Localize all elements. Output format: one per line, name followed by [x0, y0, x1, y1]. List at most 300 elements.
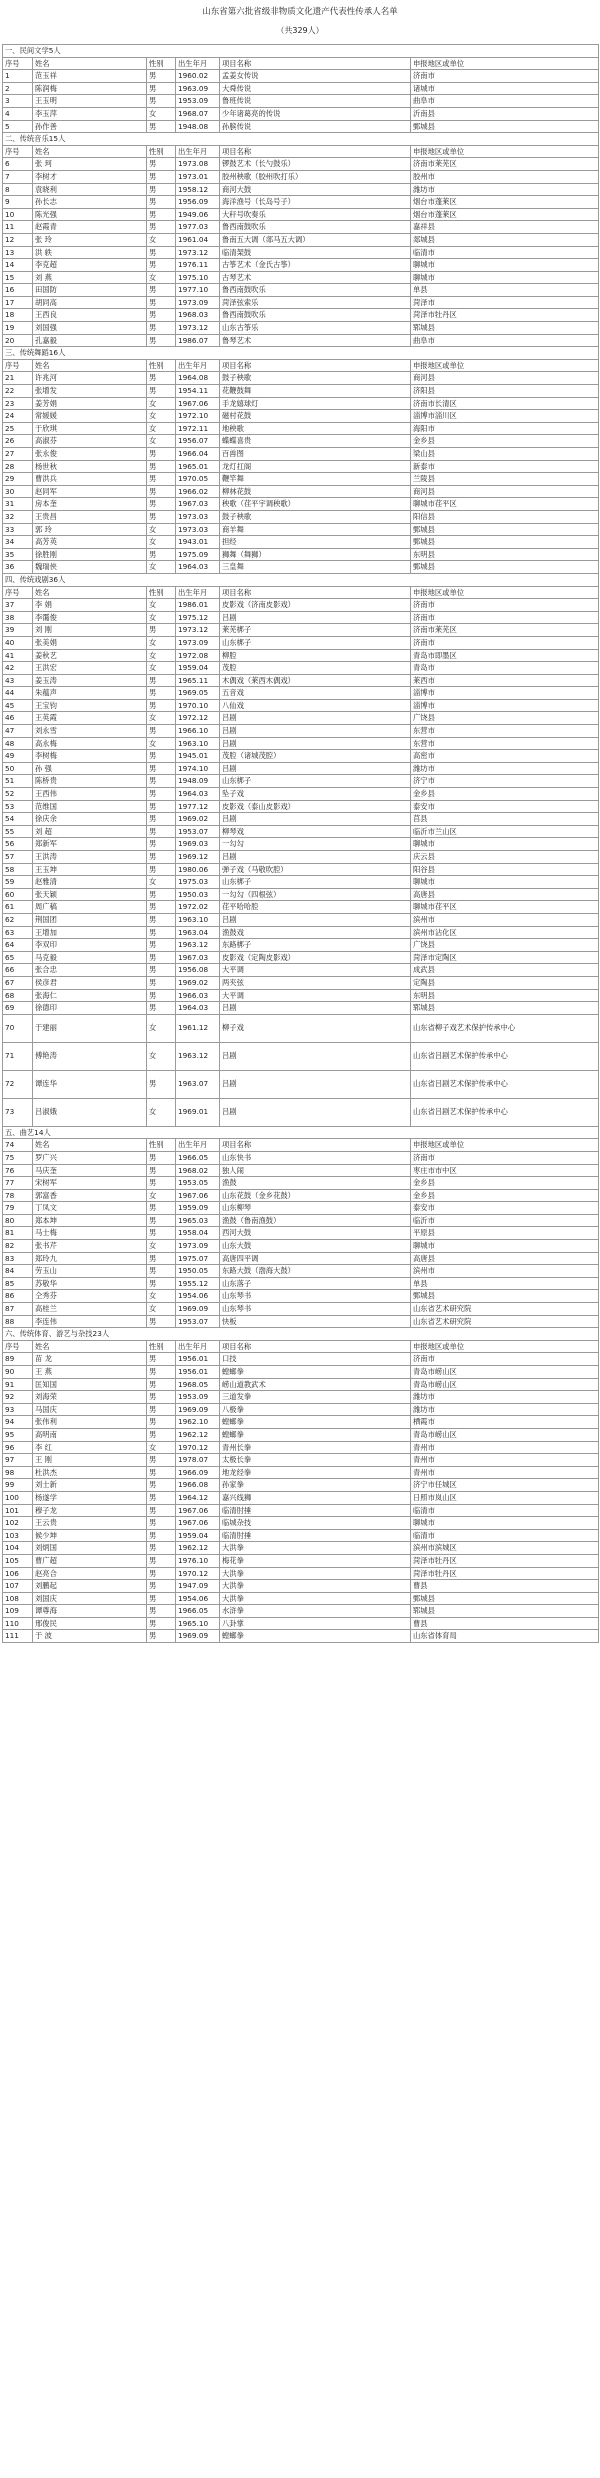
no-cell: 16 [3, 284, 33, 297]
gender-cell: 男 [147, 1177, 176, 1190]
region-cell: 济南市 [411, 611, 599, 624]
no-cell: 99 [3, 1479, 33, 1492]
birth-cell: 1973.12 [176, 246, 220, 259]
gender-cell: 男 [147, 762, 176, 775]
gender-cell: 女 [147, 410, 176, 423]
region-cell: 枣庄市市中区 [411, 1164, 599, 1177]
gender-cell: 女 [147, 435, 176, 448]
table-row [3, 561, 599, 574]
name-cell: 苗 龙 [33, 1353, 147, 1366]
name-cell: 于建丽 [33, 1014, 147, 1042]
no-cell: 17 [3, 296, 33, 309]
project-cell: 吕剧 [220, 762, 411, 775]
project-cell: 八卦掌 [220, 1617, 411, 1630]
project-cell: 临清肘捶 [220, 1504, 411, 1517]
no-cell: 103 [3, 1529, 33, 1542]
header-cell: 申报地区或单位 [411, 359, 599, 372]
no-cell: 25 [3, 422, 33, 435]
region-cell: 曹县 [411, 1617, 599, 1630]
project-cell: 西河大鼓 [220, 1227, 411, 1240]
name-cell: 候少坤 [33, 1529, 147, 1542]
gender-cell: 男 [147, 1353, 176, 1366]
no-cell: 94 [3, 1416, 33, 1429]
region-cell: 栖霞市 [411, 1416, 599, 1429]
birth-cell: 1970.05 [176, 473, 220, 486]
region-cell: 鄄城县 [411, 536, 599, 549]
project-cell: 古筝艺术（金氏古筝） [220, 259, 411, 272]
gender-cell: 男 [147, 473, 176, 486]
birth-cell: 1977.12 [176, 800, 220, 813]
no-cell: 12 [3, 233, 33, 246]
gender-cell: 男 [147, 1592, 176, 1605]
no-cell: 45 [3, 699, 33, 712]
birth-cell: 1973.03 [176, 523, 220, 536]
region-cell: 济南市 [411, 1353, 599, 1366]
header-cell: 出生年月 [176, 145, 220, 158]
no-cell: 44 [3, 687, 33, 700]
no-cell: 77 [3, 1177, 33, 1190]
header-cell: 项目名称 [220, 359, 411, 372]
gender-cell: 女 [147, 1441, 176, 1454]
name-cell: 郑玲九 [33, 1252, 147, 1265]
project-cell: 木偶戏（莱西木偶戏） [220, 674, 411, 687]
no-cell: 100 [3, 1491, 33, 1504]
header-cell: 姓名 [33, 586, 147, 599]
table-row [3, 636, 599, 649]
region-cell: 聊城市 [411, 271, 599, 284]
no-cell: 64 [3, 939, 33, 952]
region-cell: 鄄城县 [411, 1592, 599, 1605]
project-cell: 五音戏 [220, 687, 411, 700]
project-cell: 鲁班传说 [220, 95, 411, 108]
name-cell: 邢俊民 [33, 1617, 147, 1630]
gender-cell: 女 [147, 536, 176, 549]
name-cell: 马国庆 [33, 1403, 147, 1416]
region-cell: 阳信县 [411, 510, 599, 523]
name-cell: 于欣琪 [33, 422, 147, 435]
no-cell: 67 [3, 976, 33, 989]
project-cell: 地龙经拳 [220, 1466, 411, 1479]
birth-cell: 1966.03 [176, 989, 220, 1002]
no-cell: 8 [3, 183, 33, 196]
name-cell: 罗广兴 [33, 1151, 147, 1164]
birth-cell: 1961.04 [176, 233, 220, 246]
region-cell: 滨州市 [411, 913, 599, 926]
gender-cell: 男 [147, 699, 176, 712]
name-cell: 李树才 [33, 170, 147, 183]
table-row [3, 1580, 599, 1593]
gender-cell: 男 [147, 926, 176, 939]
table-row [3, 1630, 599, 1643]
birth-cell: 1986.01 [176, 599, 220, 612]
section-heading-row [3, 1328, 599, 1341]
gender-cell: 男 [147, 1466, 176, 1479]
header-cell: 项目名称 [220, 1340, 411, 1353]
no-cell: 78 [3, 1189, 33, 1202]
birth-cell: 1972.10 [176, 410, 220, 423]
header-cell: 出生年月 [176, 1340, 220, 1353]
header-cell: 性别 [147, 57, 176, 70]
region-cell: 青岛市崂山区 [411, 1378, 599, 1391]
header-row [3, 586, 599, 599]
table-row [3, 397, 599, 410]
header-row [3, 145, 599, 158]
birth-cell: 1956.01 [176, 1353, 220, 1366]
region-cell: 沂南县 [411, 107, 599, 120]
birth-cell: 1960.02 [176, 70, 220, 83]
header-row [3, 359, 599, 372]
region-cell: 滨州市 [411, 1265, 599, 1278]
region-cell: 海阳市 [411, 422, 599, 435]
gender-cell: 男 [147, 1214, 176, 1227]
no-cell: 104 [3, 1542, 33, 1555]
birth-cell: 1949.06 [176, 208, 220, 221]
gender-cell: 女 [147, 397, 176, 410]
no-cell: 111 [3, 1630, 33, 1643]
table-row [3, 725, 599, 738]
region-cell: 济南市莱芜区 [411, 624, 599, 637]
no-cell: 36 [3, 561, 33, 574]
name-cell: 高芳英 [33, 536, 147, 549]
birth-cell: 1966.10 [176, 725, 220, 738]
no-cell: 13 [3, 246, 33, 259]
gender-cell: 男 [147, 372, 176, 385]
gender-cell: 男 [147, 1403, 176, 1416]
table-row [3, 1491, 599, 1504]
project-cell: 茂腔 [220, 662, 411, 675]
no-cell: 43 [3, 674, 33, 687]
birth-cell: 1969.09 [176, 1403, 220, 1416]
no-cell: 90 [3, 1366, 33, 1379]
name-cell: 傅艳涛 [33, 1042, 147, 1070]
no-cell: 47 [3, 725, 33, 738]
name-cell: 刘永雪 [33, 725, 147, 738]
region-cell: 诸城市 [411, 82, 599, 95]
project-cell: 山东花鼓（金乡花鼓） [220, 1189, 411, 1202]
table-row [3, 951, 599, 964]
region-cell: 济南市 [411, 636, 599, 649]
table-row [3, 611, 599, 624]
region-cell: 青州市 [411, 1466, 599, 1479]
name-cell: 张美娟 [33, 636, 147, 649]
region-cell: 鄄城县 [411, 1290, 599, 1303]
gender-cell: 男 [147, 788, 176, 801]
no-cell: 62 [3, 913, 33, 926]
no-cell: 88 [3, 1315, 33, 1328]
table-row [3, 82, 599, 95]
table-row [3, 422, 599, 435]
name-cell: 姓名 [33, 1139, 147, 1152]
birth-cell: 1953.07 [176, 1315, 220, 1328]
table-row [3, 1542, 599, 1555]
table-row [3, 284, 599, 297]
gender-cell: 男 [147, 838, 176, 851]
name-cell: 王 燕 [33, 1366, 147, 1379]
name-cell: 袁晓利 [33, 183, 147, 196]
no-cell: 48 [3, 737, 33, 750]
project-cell: 坠子戏 [220, 788, 411, 801]
name-cell: 赵霞青 [33, 221, 147, 234]
region-cell: 金乡县 [411, 1177, 599, 1190]
region-cell: 临沂市兰山区 [411, 825, 599, 838]
no-cell: 92 [3, 1391, 33, 1404]
table-row [3, 1252, 599, 1265]
section-heading: 四、传统戏剧36人 [3, 573, 599, 586]
no-cell: 96 [3, 1441, 33, 1454]
project-cell: 山东快书 [220, 1151, 411, 1164]
gender-cell: 男 [147, 284, 176, 297]
birth-cell: 1970.12 [176, 1567, 220, 1580]
birth-cell: 1964.03 [176, 1002, 220, 1015]
region-cell: 鄄城县 [411, 523, 599, 536]
birth-cell: 1975.10 [176, 271, 220, 284]
gender-cell: 男 [147, 989, 176, 1002]
name-cell: 穆子龙 [33, 1504, 147, 1517]
table-row [3, 687, 599, 700]
no-cell: 19 [3, 322, 33, 335]
project-cell: 螳螂拳 [220, 1630, 411, 1643]
birth-cell: 1965.01 [176, 460, 220, 473]
name-cell: 杨世秋 [33, 460, 147, 473]
project-cell: 锣鼓艺术（长勺鼓乐） [220, 158, 411, 171]
project-cell: 海洋渔号（长岛号子） [220, 196, 411, 209]
name-cell: 高桂兰 [33, 1303, 147, 1316]
header-cell: 申报地区或单位 [411, 1340, 599, 1353]
name-cell: 张海仁 [33, 989, 147, 1002]
region-cell: 济阳县 [411, 385, 599, 398]
no-cell: 80 [3, 1214, 33, 1227]
project-cell: 高唐四平调 [220, 1252, 411, 1265]
region-cell: 青岛市 [411, 662, 599, 675]
section-heading: 五、曲艺14人 [3, 1126, 599, 1139]
project-cell: 花鞭鼓舞 [220, 385, 411, 398]
no-cell: 31 [3, 498, 33, 511]
no-cell: 74 [3, 1139, 33, 1152]
project-cell: 项目名称 [220, 1139, 411, 1152]
table-row [3, 385, 599, 398]
name-cell: 胡同高 [33, 296, 147, 309]
name-cell: 刘 刚 [33, 624, 147, 637]
name-cell: 张天颖 [33, 888, 147, 901]
no-cell: 27 [3, 448, 33, 461]
project-cell: 皮影戏（济南皮影戏） [220, 599, 411, 612]
birth-cell: 1975.12 [176, 611, 220, 624]
gender-cell: 男 [147, 485, 176, 498]
region-cell: 郓城县 [411, 322, 599, 335]
region-cell: 济南市 [411, 70, 599, 83]
roster-table [2, 44, 599, 1643]
table-row [3, 662, 599, 675]
table-row [3, 1189, 599, 1202]
project-cell: 鞭竿舞 [220, 473, 411, 486]
gender-cell: 女 [147, 422, 176, 435]
name-cell: 侯彦君 [33, 976, 147, 989]
name-cell: 刘 超 [33, 825, 147, 838]
gender-cell: 男 [147, 309, 176, 322]
table-row [3, 624, 599, 637]
no-cell: 2 [3, 82, 33, 95]
table-row [3, 1151, 599, 1164]
project-cell: 东路大鼓（渤海大鼓） [220, 1265, 411, 1278]
table-row [3, 1042, 599, 1070]
region-cell: 鄄城县 [411, 561, 599, 574]
table-row [3, 1214, 599, 1227]
project-cell: 山东琴书 [220, 1303, 411, 1316]
gender-cell: 男 [147, 1416, 176, 1429]
no-cell: 35 [3, 548, 33, 561]
gender-cell: 男 [147, 1227, 176, 1240]
gender-cell: 男 [147, 498, 176, 511]
table-row [3, 120, 599, 133]
region-cell: 聊城市荏平区 [411, 901, 599, 914]
project-cell: 口技 [220, 1353, 411, 1366]
table-row [3, 322, 599, 335]
region-cell: 淄博市淄川区 [411, 410, 599, 423]
gender-cell: 男 [147, 951, 176, 964]
table-row [3, 762, 599, 775]
table-row [3, 435, 599, 448]
gender-cell: 男 [147, 1580, 176, 1593]
region-cell: 广饶县 [411, 939, 599, 952]
section-heading-row [3, 1126, 599, 1139]
name-cell: 孙长志 [33, 196, 147, 209]
birth-cell: 1967.03 [176, 498, 220, 511]
project-cell: 临清架鼓 [220, 246, 411, 259]
no-cell: 105 [3, 1554, 33, 1567]
no-cell: 72 [3, 1070, 33, 1098]
table-row [3, 485, 599, 498]
gender-cell: 男 [147, 385, 176, 398]
table-row [3, 939, 599, 952]
table-row [3, 548, 599, 561]
project-cell: 孙膑传说 [220, 120, 411, 133]
gender-cell: 男 [147, 1202, 176, 1215]
no-cell: 5 [3, 120, 33, 133]
birth-cell: 1962.10 [176, 1416, 220, 1429]
no-cell: 6 [3, 158, 33, 171]
gender-cell: 男 [147, 851, 176, 864]
table-row [3, 1164, 599, 1177]
region-cell: 郓城县 [411, 1605, 599, 1618]
gender-cell: 女 [147, 876, 176, 889]
table-row [3, 70, 599, 83]
no-cell: 63 [3, 926, 33, 939]
document [2, 0, 598, 1643]
name-cell: 刘国庆 [33, 1592, 147, 1605]
project-cell: 大秆号吹奏乐 [220, 208, 411, 221]
region-cell: 日照市岚山区 [411, 1491, 599, 1504]
birth-cell: 1966.02 [176, 485, 220, 498]
birth-cell: 1961.12 [176, 1014, 220, 1042]
birth-cell: 1954.06 [176, 1290, 220, 1303]
project-cell: 鲁西南鼓吹乐 [220, 309, 411, 322]
gender-cell: 男 [147, 1605, 176, 1618]
no-cell: 38 [3, 611, 33, 624]
gender-cell: 女 [147, 1240, 176, 1253]
project-cell: 荏平哈哈腔 [220, 901, 411, 914]
birth-cell: 1968.07 [176, 107, 220, 120]
table-row [3, 259, 599, 272]
project-cell: 百兽图 [220, 448, 411, 461]
name-cell: 张 玲 [33, 233, 147, 246]
birth-cell: 1967.03 [176, 951, 220, 964]
header-cell: 性别 [147, 586, 176, 599]
region-cell: 聊城市 [411, 1240, 599, 1253]
name-cell: 孙作善 [33, 120, 147, 133]
region-cell: 潍坊市 [411, 1403, 599, 1416]
name-cell: 孙 强 [33, 762, 147, 775]
birth-cell: 1973.12 [176, 322, 220, 335]
project-cell: 古琴艺术 [220, 271, 411, 284]
project-cell: 吕剧 [220, 1002, 411, 1015]
no-cell: 10 [3, 208, 33, 221]
project-cell: 东路梆子 [220, 939, 411, 952]
table-row [3, 1303, 599, 1316]
table-row [3, 876, 599, 889]
project-cell: 茂腔（诸城茂腔） [220, 750, 411, 763]
name-cell: 王玉坤 [33, 863, 147, 876]
no-cell: 86 [3, 1290, 33, 1303]
table-row [3, 1366, 599, 1379]
gender-cell: 男 [147, 939, 176, 952]
project-cell: 山东落子 [220, 1277, 411, 1290]
name-cell: 徐胜刚 [33, 548, 147, 561]
name-cell: 赵雅清 [33, 876, 147, 889]
no-cell: 91 [3, 1378, 33, 1391]
name-cell: 高明南 [33, 1428, 147, 1441]
table-row [3, 271, 599, 284]
region-cell: 东明县 [411, 548, 599, 561]
name-cell: 刘鹏起 [33, 1580, 147, 1593]
table-row [3, 334, 599, 347]
region-cell: 单县 [411, 1277, 599, 1290]
name-cell: 李玉萍 [33, 107, 147, 120]
name-cell: 李 红 [33, 1441, 147, 1454]
no-cell: 57 [3, 851, 33, 864]
project-cell: 地秧歌 [220, 422, 411, 435]
name-cell: 郭富香 [33, 1189, 147, 1202]
region-cell: 聊城市 [411, 876, 599, 889]
region-cell: 聊城市荏平区 [411, 498, 599, 511]
project-cell: 柳琴戏 [220, 825, 411, 838]
project-cell: 大洪拳 [220, 1567, 411, 1580]
name-cell: 杨遂学 [33, 1491, 147, 1504]
table-row [3, 1416, 599, 1429]
section-heading: 三、传统舞蹈16人 [3, 347, 599, 360]
header-cell: 出生年月 [176, 57, 220, 70]
birth-cell: 1963.10 [176, 737, 220, 750]
gender-cell: 男 [147, 1454, 176, 1467]
gender-cell: 男 [147, 510, 176, 523]
region-cell: 新泰市 [411, 460, 599, 473]
no-cell: 50 [3, 762, 33, 775]
table-row [3, 1403, 599, 1416]
no-cell: 11 [3, 221, 33, 234]
gender-cell: 男 [147, 750, 176, 763]
birth-cell: 1969.02 [176, 813, 220, 826]
name-cell: 丁凤文 [33, 1202, 147, 1215]
birth-cell: 1968.02 [176, 1164, 220, 1177]
name-cell: 于 波 [33, 1630, 147, 1643]
no-cell: 85 [3, 1277, 33, 1290]
table-row [3, 913, 599, 926]
birth-cell: 1963.09 [176, 82, 220, 95]
region-cell: 东营市 [411, 737, 599, 750]
no-cell: 30 [3, 485, 33, 498]
table-row [3, 851, 599, 864]
table-row [3, 95, 599, 108]
name-cell: 曹洪兵 [33, 473, 147, 486]
